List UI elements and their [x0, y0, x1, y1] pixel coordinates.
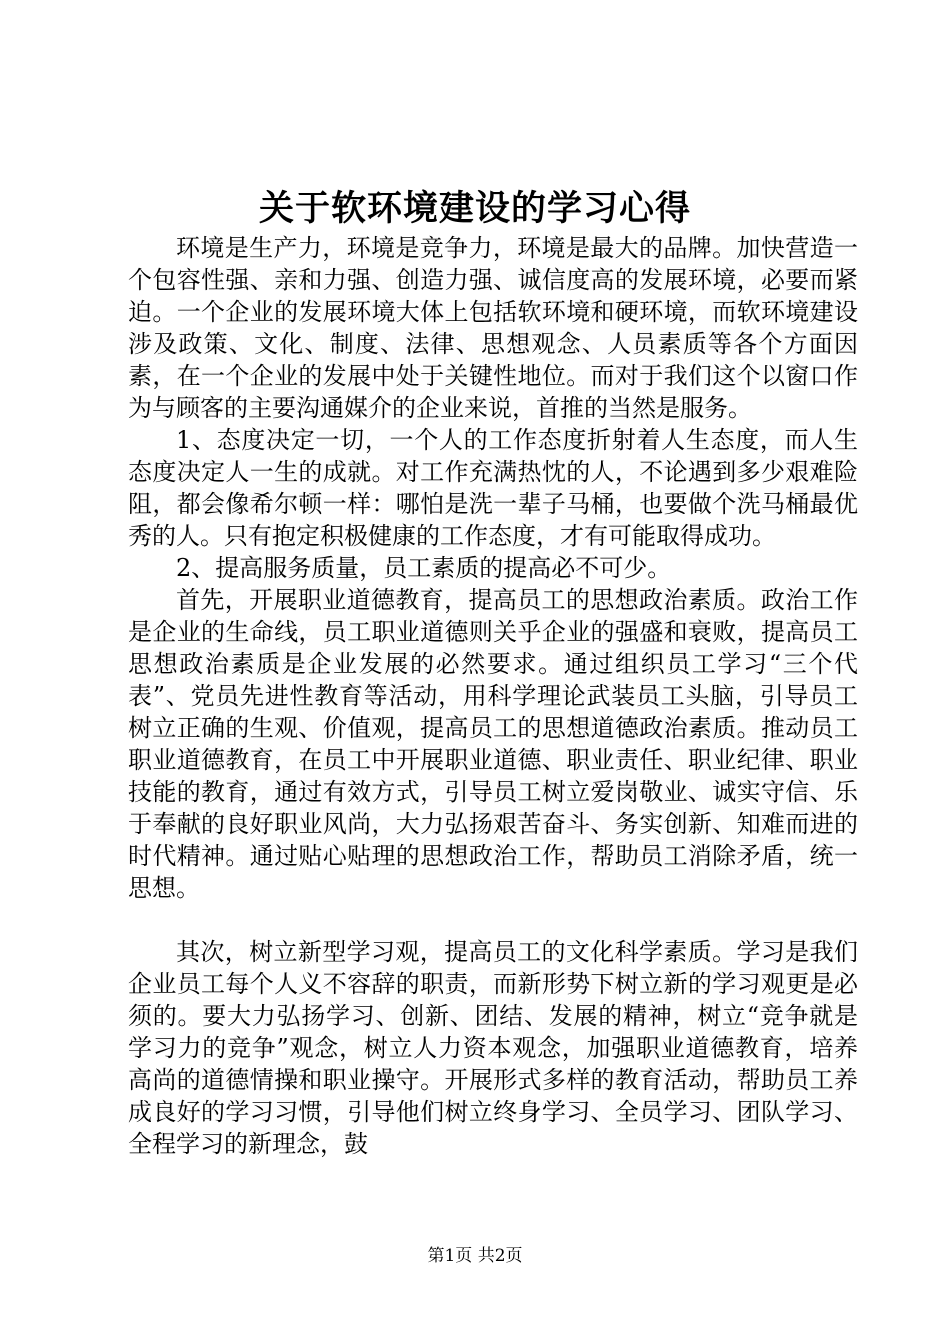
paragraph-intro: 环境是生产力，环境是竞争力，环境是最大的品牌。加快营造一个包容性强、亲和力强、创造力强、诚信度高的发展环境，必要而紧迫。一个企业的发展环境大体上包括软环境和硬环境，而软环境建设涉及政策、文化、制度、法律、思想观念、人员素质等各个方面因素，在一个企业的发展中处于关键性地位。而对于我们这个以窗口作为与顾客的主要沟通媒介的企业来说，首推的当然是服务。	[128, 234, 858, 422]
paragraph-attitude: 1、态度决定一切，一个人的工作态度折射着人生态度，而人生态度决定人一生的成就。对工作充满热忱的人，不论遇到多少艰难险阻，都会像希尔顿一样：哪怕是洗一辈子马桶，也要做个洗马桶最优秀的人。只有抱定积极健康的工作态度，才有可能取得成功。	[128, 426, 858, 550]
paragraph-second: 其次，树立新型学习观，提高员工的文化科学素质。学习是我们企业员工每个人义不容辞的职责，而新形势下树立新的学习观更是必须的。要大力弘扬学习、创新、团结、发展的精神，树立“竞争就是学习力的竞争”观念，树立人力资本观念，加强职业道德教育，培养高尚的道德情操和职业操守。开展形式多样的教育活动，帮助员工养成良好的学习习惯，引导他们树立终身学习、全员学习、团队学习、全程学习的新理念，鼓	[128, 938, 858, 1158]
paragraph-service-quality: 2、提高服务质量，员工素质的提高必不可少。	[176, 554, 672, 582]
document-body	[128, 232, 858, 1160]
paragraph-first: 首先，开展职业道德教育，提高员工的思想政治素质。政治工作是企业的生命线，员工职业道德则关乎企业的强盛和衰败，提高员工思想政治素质是企业发展的必然要求。通过组织员工学习“三个代表”、党员先进性教育等活动，用科学理论武装员工头脑，引导员工树立正确的生观、价值观，提高员工的思想道德政治素质。推动员工职业道德教育，在员工中开展职业道德、职业责任、职业纪律、职业技能的教育，通过有效方式，引导员工树立爱岗敬业、诚实守信、乐于奉献的良好职业风尚，大力弘扬艰苦奋斗、务实创新、知难而进的时代精神。通过贴心贴理的思想政治工作，帮助员工消除矛盾，统一思想。	[128, 586, 858, 902]
document-title: 关于软环境建设的学习心得	[258, 188, 691, 229]
paragraph-spacer	[128, 904, 858, 936]
page-footer: 第1页 共2页	[427, 1246, 523, 1266]
